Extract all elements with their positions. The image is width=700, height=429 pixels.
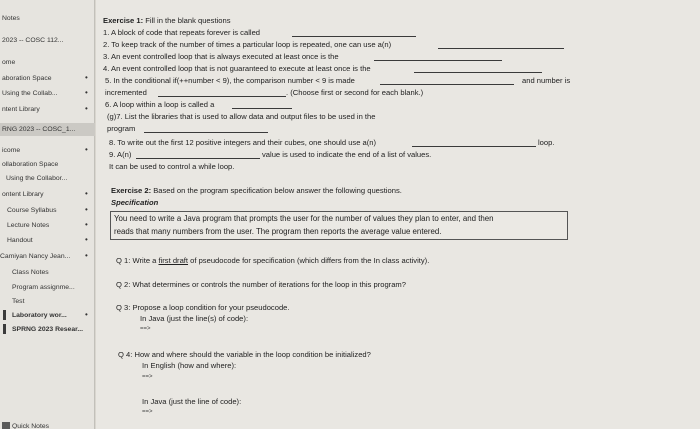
answer-arrow-q4-english: ==> [142, 374, 153, 380]
sync-dot-icon: • [85, 235, 88, 244]
sidebar-item-label: Using the Collabor... [6, 175, 68, 182]
question-q4: Q 4: How and where should the variable in the loop condition be initialized? [118, 350, 371, 359]
section-marker-icon [3, 310, 6, 320]
sidebar-item[interactable] [0, 56, 95, 69]
answer-blank-1[interactable] [292, 36, 416, 37]
question-5: 5. In the conditional if(++number < 9), the comparison number < 9 is made [105, 76, 355, 85]
question-5-incremented: incremented [105, 88, 147, 97]
question-3: 3. An event controlled loop that is always executed at least once is the [103, 52, 339, 61]
answer-blank-7[interactable] [144, 132, 268, 133]
sidebar-item[interactable] [0, 12, 95, 25]
answer-arrow-q3: ==> [140, 326, 151, 332]
answer-blank-2[interactable] [438, 48, 564, 49]
sync-dot-icon: • [85, 73, 88, 82]
specification-line-1: You need to write a Java program that prompts the user for the number of values they plan to enter, and then [114, 214, 494, 223]
sidebar-item[interactable] [0, 420, 95, 429]
sidebar-item[interactable] [0, 295, 95, 308]
sidebar-item-label: Test [12, 298, 25, 305]
question-7-program: program [107, 124, 136, 133]
answer-blank-9[interactable] [136, 158, 260, 159]
sidebar-item[interactable] [0, 123, 95, 136]
sync-dot-icon: • [85, 310, 88, 319]
answer-arrow-q4-java: ==> [142, 409, 153, 415]
sidebar-item[interactable] [0, 72, 95, 85]
sidebar-item[interactable] [0, 234, 95, 247]
sidebar-item[interactable] [0, 219, 95, 232]
exercise2-title: Exercise 2: Based on the program specification below answer the following questions. [111, 186, 402, 195]
sidebar-item[interactable] [0, 87, 95, 100]
specification-label: Specification [111, 198, 159, 207]
sync-dot-icon: • [85, 88, 88, 97]
sync-dot-icon: • [85, 104, 88, 113]
sidebar-item[interactable] [0, 309, 95, 322]
sidebar-item[interactable] [0, 103, 95, 116]
sidebar-item[interactable] [0, 266, 95, 279]
sync-dot-icon: • [85, 189, 88, 198]
question-7: (g)7. List the libraries that is used to allow data and output files to be used in the [107, 112, 376, 121]
question-8-loop: loop. [538, 138, 555, 147]
sync-dot-icon: • [85, 205, 88, 214]
sidebar-item[interactable] [0, 250, 95, 263]
sidebar-item-label: Handout [7, 237, 33, 244]
sync-dot-icon: • [85, 251, 88, 260]
answer-blank-5a[interactable] [380, 84, 514, 85]
question-2: 2. To keep track of the number of times a particular loop is repeated, one can use a(n) [103, 40, 392, 49]
question-q1: Q 1: Write a first draft of pseudocode for specification (which differs from the In class activity). [116, 256, 430, 265]
sidebar-item-label: 2023 -- COSC 112... [2, 37, 64, 44]
sidebar-item[interactable] [0, 172, 95, 185]
sidebar-item[interactable] [0, 188, 95, 201]
question-9-rest: value is used to indicate the end of a list of values. [262, 150, 432, 159]
sidebar-item-label: SPRNG 2023 Resear... [12, 326, 84, 333]
sidebar-item[interactable] [0, 34, 95, 47]
sidebar-item[interactable] [0, 158, 95, 171]
exercise1-title: Exercise 1: Fill in the blank questions [103, 16, 231, 25]
answer-blank-3[interactable] [374, 60, 502, 61]
question-8: 8. To write out the first 12 positive integers and their cubes, one should use a(n) [109, 138, 377, 147]
sidebar-item-label: Class Notes [12, 269, 49, 276]
sidebar-item[interactable] [0, 281, 95, 294]
sidebar-item[interactable] [0, 144, 95, 157]
question-4: 4. An event controlled loop that is not guaranteed to execute at least once is the [103, 64, 371, 73]
sidebar-item-label: icome [2, 147, 21, 154]
answer-blank-6[interactable] [232, 108, 292, 109]
section-marker-icon [3, 324, 6, 334]
document-page [96, 0, 700, 429]
answer-blank-5b[interactable] [158, 96, 286, 97]
sidebar-item-label: ntent Library [2, 106, 40, 113]
sidebar-nav [0, 0, 95, 429]
question-q2: Q 2: What determines or controls the number of iterations for the loop in this program? [116, 280, 406, 289]
sidebar-item-label: Course Syllabus [7, 207, 57, 214]
question-q3-java: In Java (just the line(s) of code): [140, 314, 249, 323]
sidebar-item-label: Lecture Notes [7, 222, 50, 229]
specification-line-2: reads that many numbers from the user. The program then reports the average value entered. [114, 227, 442, 236]
sidebar-item-label: Camiyan Nancy Jean... [0, 253, 71, 260]
question-q4-english: In English (how and where): [142, 361, 237, 370]
sidebar-item-label: RNG 2023 -- COSC_1... [2, 126, 76, 133]
question-9: 9. A(n) [109, 150, 132, 159]
sidebar-item-label: Laboratory wor... [12, 312, 67, 319]
question-q3: Q 3: Propose a loop condition for your pseudocode. [116, 303, 290, 312]
sidebar-item-label: ome [2, 59, 16, 66]
question-10: It can be used to control a while loop. [109, 162, 235, 171]
sidebar-item-label: ontent Library [2, 191, 44, 198]
sidebar-item-label: aboration Space [2, 75, 52, 82]
sidebar-item[interactable] [0, 204, 95, 217]
sidebar-item-label: Quick Notes [12, 423, 50, 429]
sidebar-item[interactable] [0, 323, 95, 336]
sidebar-item-label: Notes [2, 15, 20, 22]
answer-blank-4[interactable] [414, 72, 542, 73]
question-1: 1. A block of code that repeats forever is called [103, 28, 261, 37]
sidebar-item-label: Using the Collab... [2, 90, 58, 97]
question-q4-java: In Java (just the line of code): [142, 397, 242, 406]
question-5-note: . (Choose first or second for each blank.) [286, 88, 424, 97]
sidebar-item-label: Program assignme... [12, 284, 75, 291]
sync-dot-icon: • [85, 220, 88, 229]
question-5-and: and number is [522, 76, 571, 85]
sidebar-item-label: ollaboration Space [2, 161, 59, 168]
answer-blank-8[interactable] [412, 146, 536, 147]
quick-notes-icon [2, 422, 10, 429]
sync-dot-icon: • [85, 145, 88, 154]
question-6: 6. A loop within a loop is called a [105, 100, 215, 109]
